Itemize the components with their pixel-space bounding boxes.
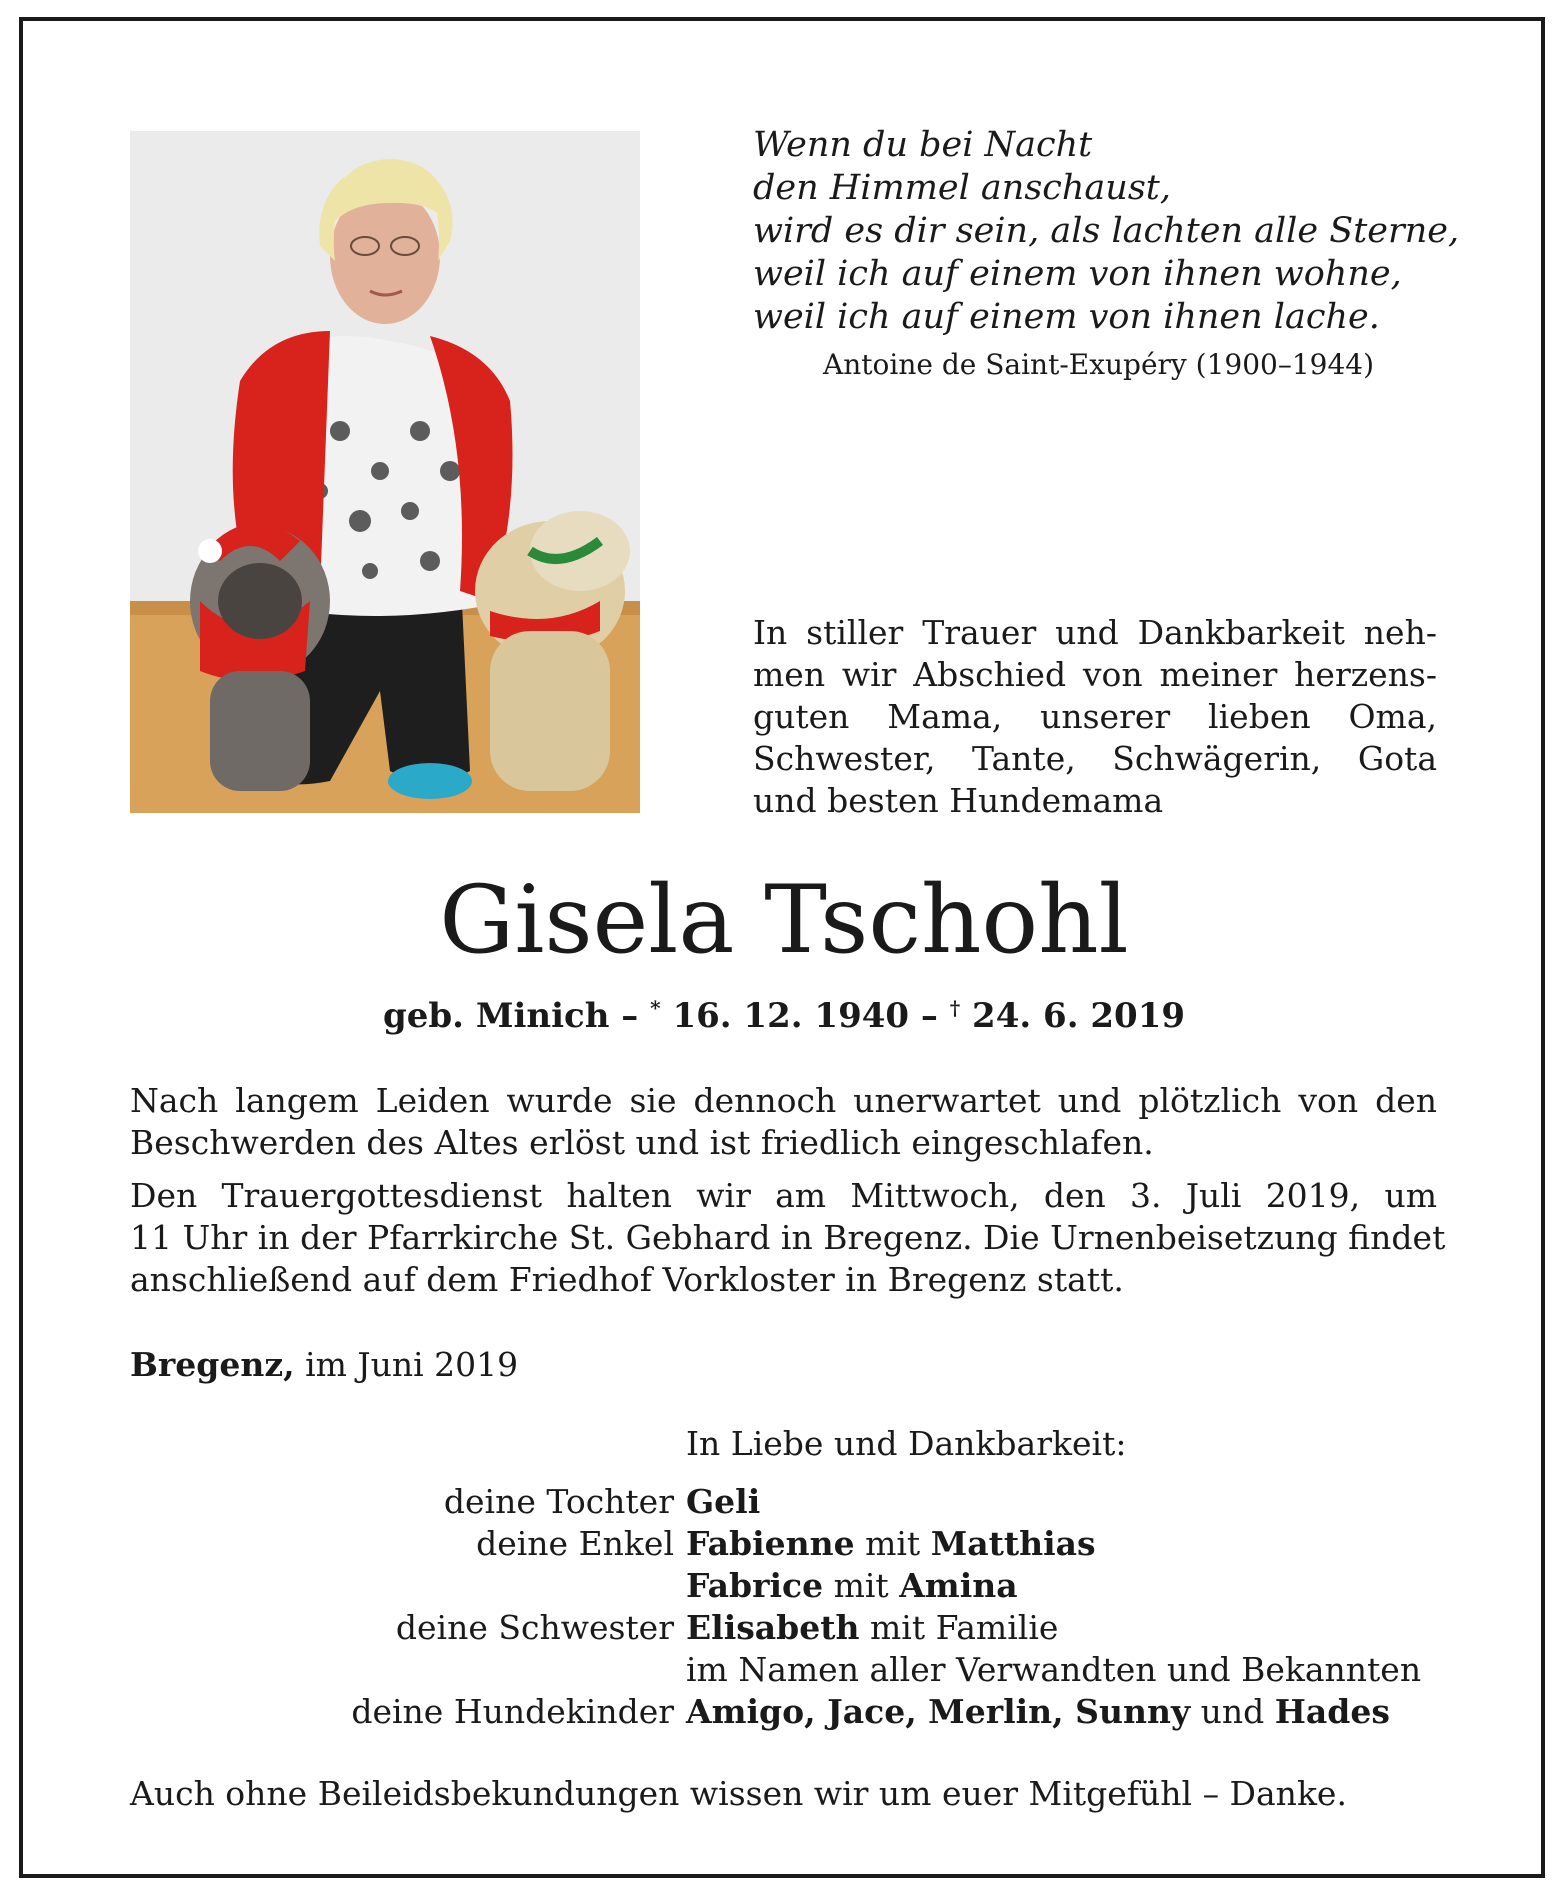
portrait-illustration [130,131,640,813]
mourner-row: Fabrice mit Amina [686,1566,1018,1605]
paragraph-line: Beschwerden des Altes erlöst und ist friedlich eingeschlafen. [130,1123,1154,1162]
mourner-row: im Namen aller Verwandten und Bekannten [686,1650,1422,1689]
closing-line: Auch ohne Beileidsbekundungen wissen wir um euer Mitgefühl – Danke. [130,1774,1347,1813]
paragraph-illness [130,1080,1437,1164]
intro-text [753,612,1437,822]
relations-column [74,1481,674,1733]
intro-line: Schwester, Tante, Schwägerin, Gota [753,739,1437,778]
relation-label: deine Hundekinder [351,1692,674,1731]
death-date: 24. 6. 2019 [960,996,1186,1036]
date-separator: – [909,996,950,1036]
relation-label: deine Schwester [395,1608,674,1647]
life-dates [0,996,1568,1036]
relation-label: deine Enkel [476,1524,674,1563]
poem-line: weil ich auf einem von ihnen lache. [753,297,1380,337]
intro-line: guten Mama, unserer lieben Oma, [753,697,1437,736]
maiden-name: geb. Minich [382,996,610,1036]
mourner-row: Amigo, Jace, Merlin, Sunny und Hades [686,1692,1390,1731]
mourner-row: Fabienne mit Matthias [686,1524,1096,1563]
poem-line: den Himmel anschaust, [753,168,1171,208]
relation-label: deine Tochter [443,1482,674,1521]
relation-label [74,1565,674,1607]
place-month: im Juni 2019 [294,1345,519,1384]
poem-line: wird es dir sein, als lachten alle Sterne, [753,211,1460,251]
place-city: Bregenz, [130,1345,295,1384]
death-symbol: † [949,996,961,1020]
love-heading: In Liebe und Dankbarkeit: [686,1424,1127,1463]
birth-symbol: * [650,996,661,1020]
relation-label [74,1649,674,1691]
paragraph-line: anschließend auf dem Friedhof Vorkloster in Bregenz statt. [130,1260,1124,1299]
poem [753,124,1460,339]
date-separator: – [609,996,651,1036]
intro-line: und besten Hundemama [753,781,1164,820]
paragraph-service [130,1175,1446,1301]
place-date [130,1345,518,1384]
poem-line: weil ich auf einem von ihnen wohne, [753,254,1402,294]
portrait-photo [130,131,640,813]
mourner-row: Elisabeth mit Familie [686,1608,1059,1647]
deceased-name: Gisela Tschohl [439,866,1129,975]
poem-line: Wenn du bei Nacht [753,125,1093,165]
birth-date: 16. 12. 1940 [660,996,910,1036]
poem-author: Antoine de Saint-Exupéry (1900–1944) [823,348,1375,381]
paragraph-line: Nach langem Leiden wurde sie dennoch unerwartet und plötzlich von den [130,1081,1437,1120]
intro-line: In stiller Trauer und Dankbarkeit neh- [753,613,1437,652]
mourner-row: Geli [686,1482,761,1521]
mourners-column [686,1481,1421,1733]
paragraph-line: Den Trauergottesdienst halten wir am Mittwoch, den 3. Juli 2019, um [130,1176,1437,1215]
paragraph-line: 11 Uhr in der Pfarrkirche St. Gebhard in Bregenz. Die Urnenbeisetzung findet [130,1218,1446,1257]
intro-line: men wir Abschied von meiner herzens- [753,655,1437,694]
